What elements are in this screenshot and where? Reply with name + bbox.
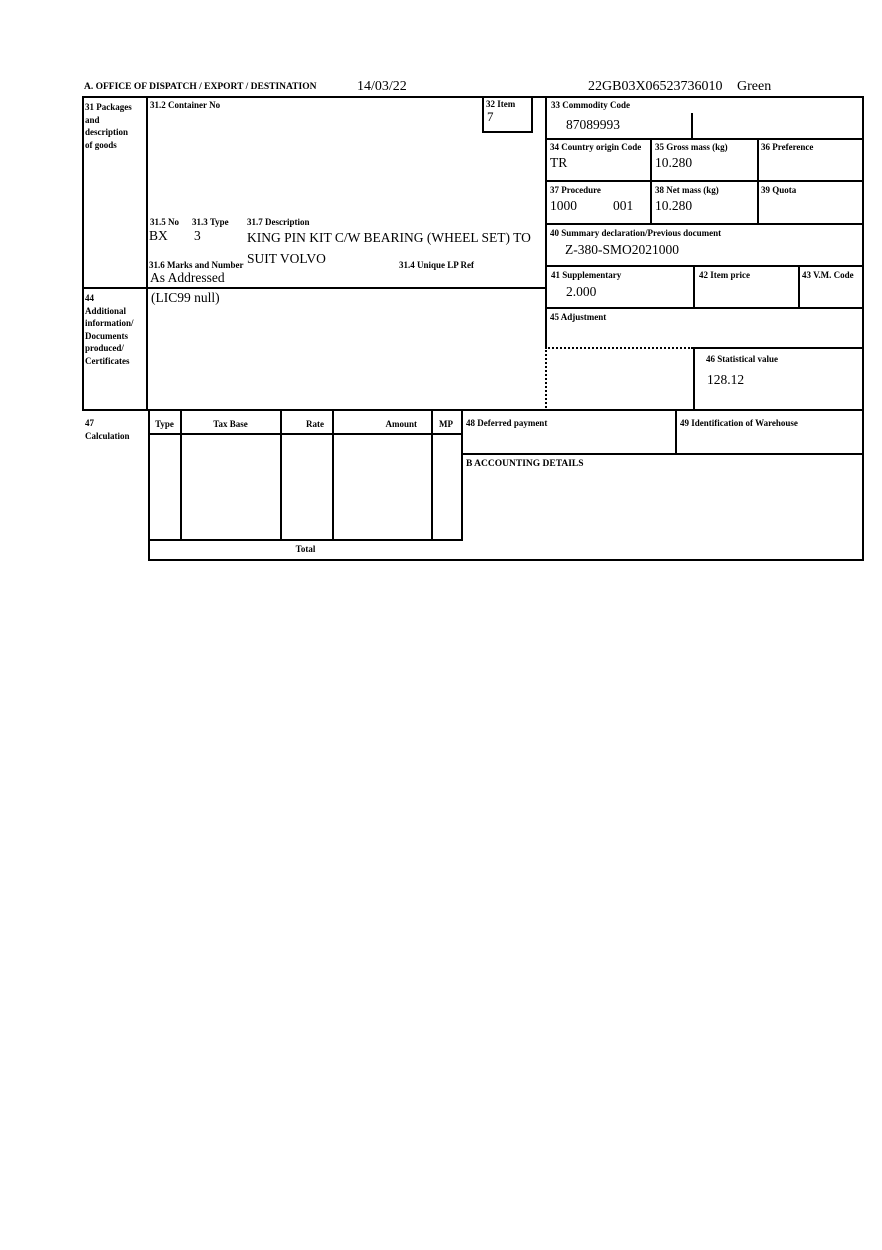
calc-col-taxbase: Tax Base [213, 419, 248, 429]
border-col-34-35 [650, 138, 652, 225]
routing-status: Green [737, 79, 772, 94]
accounting-details-label: B ACCOUNTING DETAILS [466, 459, 584, 469]
border-box33-subdivider [691, 113, 693, 140]
border-total-top [148, 539, 463, 541]
box31-label-line: of goods [85, 139, 117, 150]
procedure-value-2: 001 [613, 198, 634, 213]
commodity-code-label: 33 Commodity Code [551, 100, 630, 110]
border-calc-left [148, 409, 150, 561]
packages-type-value: 3 [194, 228, 201, 243]
border-col-42-43 [798, 265, 800, 309]
vm-code-label: 43 V.M. Code [802, 270, 854, 280]
box44-label [85, 292, 134, 367]
box47-label-line: 47 [85, 418, 94, 428]
summary-declaration-label: 40 Summary declaration/Previous document [550, 228, 722, 238]
border-box32-bottom [482, 131, 533, 133]
border-box46-left [693, 347, 695, 411]
marks-label: 31.6 Marks and Number [149, 260, 244, 270]
packages-no-label: 31.5 No [150, 217, 179, 227]
net-mass-value: 10.280 [655, 198, 693, 213]
country-origin-value: TR [550, 155, 568, 170]
statistical-value-value: 128.12 [707, 372, 745, 387]
container-no-label: 31.2 Container No [150, 100, 221, 110]
box44-label-line: Documents [85, 330, 128, 341]
section-a-title: A. OFFICE OF DISPATCH / EXPORT / DESTINATION [84, 82, 317, 92]
packages-type-label: 31.3 Type [192, 217, 229, 227]
border-box40-bottom [545, 265, 864, 267]
supplementary-value: 2.000 [566, 284, 597, 299]
border-col-35-36 [757, 138, 759, 225]
item-price-label: 42 Item price [699, 270, 750, 280]
calc-col-amount: Amount [385, 419, 417, 429]
commodity-code-value: 87089993 [566, 117, 620, 132]
gross-mass-value: 10.280 [655, 155, 693, 170]
item-number-value: 7 [487, 109, 494, 124]
border-box33-bottom [545, 138, 864, 140]
box44-label-line: Additional [85, 305, 127, 316]
dispatch-date: 14/03/22 [357, 79, 407, 94]
box44-label-line: Certificates [85, 355, 130, 366]
border-row34-bottom [545, 180, 864, 182]
border-row37-bottom [545, 223, 864, 225]
deferred-payment-label: 48 Deferred payment [466, 418, 548, 428]
box47-label-line: Calculation [85, 430, 130, 441]
marks-value: As Addressed [150, 270, 225, 285]
border-box46-top [693, 347, 864, 349]
goods-description-value: KING PIN KIT C/W BEARING (WHEEL SET) TO SUIT VOLVO [247, 230, 531, 266]
border-col-48-49 [675, 409, 677, 455]
border-row41-bottom [545, 307, 864, 309]
box31-label-line: description [85, 127, 129, 137]
border-top [82, 96, 864, 98]
packages-no-value: BX [149, 228, 168, 243]
warehouse-id-label: 49 Identification of Warehouse [680, 418, 798, 428]
border-label-column [146, 96, 148, 411]
box44-label-line: information/ [85, 318, 134, 328]
adjustment-label: 45 Adjustment [550, 312, 607, 322]
supplementary-label: 41 Supplementary [551, 270, 622, 280]
calc-col-mp: MP [439, 419, 453, 429]
dotted-border-adjustment-area-left [545, 347, 547, 411]
border-calc-header-bottom [148, 433, 463, 435]
box44-label-line: produced/ [85, 343, 124, 353]
box31-label-line: and [85, 114, 100, 125]
border-upper-bottom [82, 409, 864, 411]
mrn-number: 22GB03X06523736010 [588, 79, 723, 94]
border-box32-left [482, 96, 484, 133]
description-label: 31.7 Description [247, 217, 310, 227]
border-col-mp-right [461, 409, 463, 541]
border-right-upper [862, 96, 864, 411]
preference-label: 36 Preference [761, 142, 814, 152]
box44-label-line: 44 [85, 293, 94, 303]
summary-declaration-value: Z-380-SMO2021000 [565, 242, 679, 257]
box31-label [85, 101, 132, 151]
border-col-41-42 [693, 265, 695, 309]
dotted-border-adjustment-area-top [545, 347, 693, 349]
calc-total-label: Total [295, 544, 316, 554]
calc-col-rate: Rate [306, 419, 324, 429]
statistical-value-label: 46 Statistical value [706, 354, 778, 364]
border-box44-top [82, 287, 547, 289]
box47-label [85, 417, 130, 442]
gross-mass-label: 35 Gross mass (kg) [655, 142, 728, 152]
lp-ref-label: 31.4 Unique LP Ref [399, 260, 475, 270]
border-box32-right [531, 96, 533, 133]
border-right-lower [862, 409, 864, 561]
procedure-value-1: 1000 [550, 198, 577, 213]
net-mass-label: 38 Net mass (kg) [655, 185, 719, 195]
country-origin-label: 34 Country origin Code [550, 142, 642, 152]
additional-info-value: (LIC99 null) [151, 290, 220, 305]
procedure-label: 37 Procedure [550, 185, 601, 195]
border-left [82, 96, 84, 411]
item-label: 32 Item [486, 99, 516, 109]
border-mid-right-block [545, 96, 547, 349]
calc-col-type: Type [155, 419, 174, 429]
border-bottom [148, 559, 862, 561]
box31-label-line: 31 Packages [85, 102, 132, 112]
quota-label: 39 Quota [761, 185, 797, 195]
border-accounting-top [461, 453, 862, 455]
